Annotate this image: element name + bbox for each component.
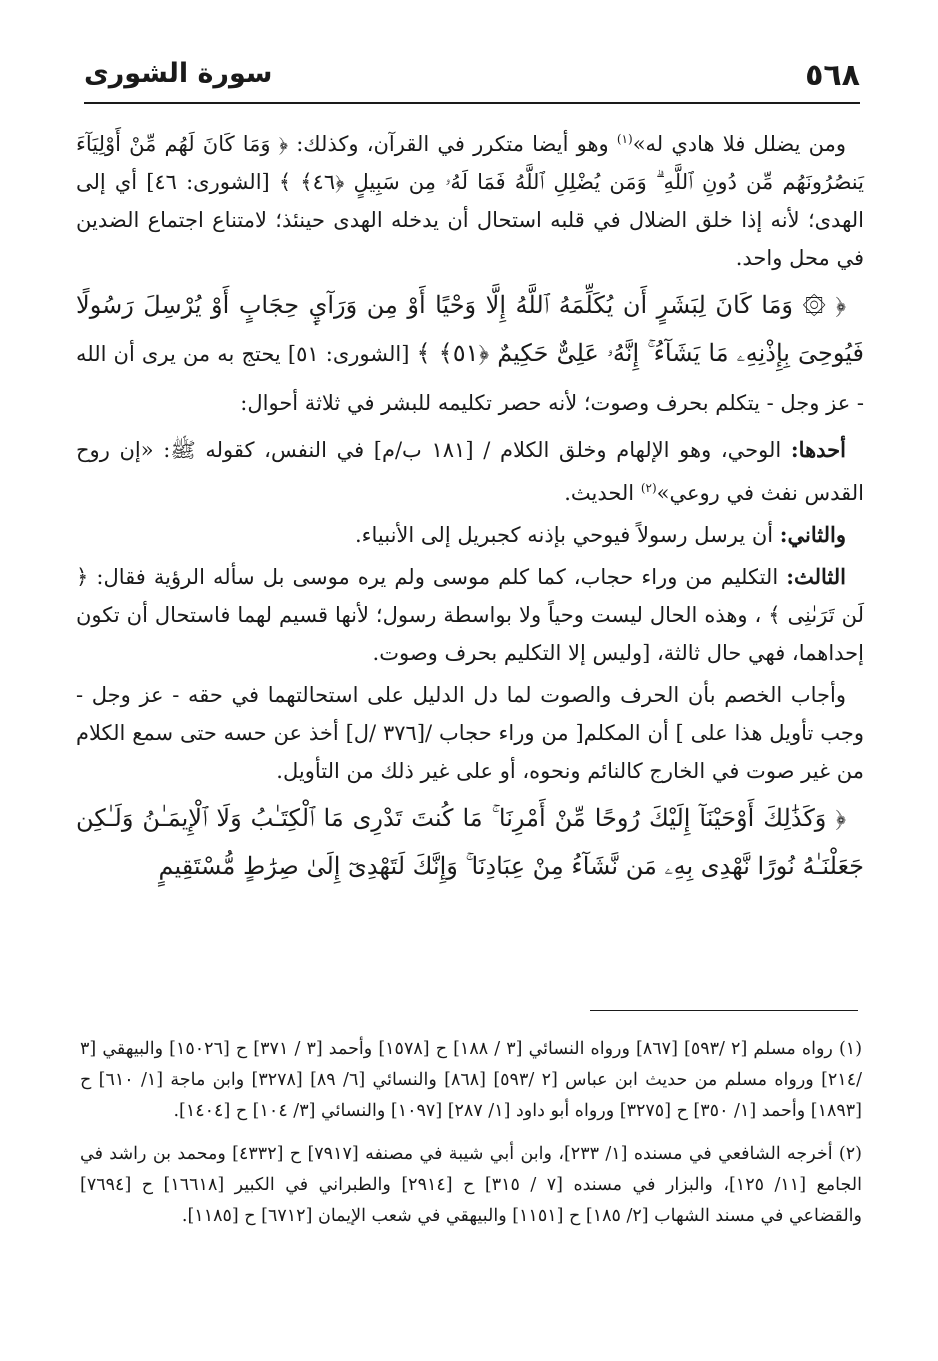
footnote-ref-2[interactable]: (٢) — [640, 481, 657, 495]
quote-text: ومن يضلل فلا هادي له» — [632, 132, 846, 156]
quran-verse: ﴿ وَكَذَٰلِكَ أَوْحَيْنَآ إِلَيْكَ رُوحًا مِّنْ أَمْرِنَا ۚ مَا كُنتَ تَدْرِى مَا ٱلْكِتَـٰبُ وَلَا ٱلْإِيمَـٰنُ وَلَـٰكِن جَعَلْنَـٰهُ نُورًا نَّهْدِى بِهِۦ مَن نَّشَآءُ مِنْ عِبَادِنَا ۚ وَإِنَّكَ لَتَهْدِىٓ إِلَىٰ صِرَٰطٍ مُّسْتَقِيمٍ — [76, 804, 864, 880]
page-number: ٥٦٨ — [805, 58, 860, 93]
paragraph-2 — [76, 281, 864, 427]
paragraph-3-text: الوحي، وهو الإلهام وخلق الكلام / [١٨١ ب/م] في النفس، كقوله ﷺ: «إن روح القدس نفث في روعي» — [76, 438, 864, 505]
paragraph-4 — [76, 516, 864, 554]
paragraph-1-text: وهو أيضا متكرر في القرآن، وكذلك: ﴿ وَمَا كَانَ لَهُم مِّنْ أَوْلِيَآءَ يَنصُرُونَهُم مِّن دُونِ ٱللَّهِ ۗ وَمَن يُضْلِلِ ٱللَّهُ فَمَا لَهُۥ مِن سَبِيلٍ ﴿٤٦﴾ ﴾ [الشورى: ٤٦] أي إلى الهدى؛ لأنه إذا خلق الضلال في قلبه استحال أن يدخله الهدى حينئذ؛ لامتناع اجتماع الضدين في محل واحد. — [76, 132, 864, 270]
page-header — [84, 52, 860, 104]
surah-title: سورة الشورى — [84, 58, 273, 89]
paragraph-5 — [76, 558, 864, 672]
paragraph-6-text: وأجاب الخصم بأن الحرف والصوت لما دل الدليل على استحالتهما في حقه - عز وجل - وجب تأويل هذا على ] أن المكلم[ من وراء حجاب /[٣٧٦ /ل] أخذ عن حسه حتى سمع الكلام من غير صوت في الخارج كالنائم ونحوه، أو على غير ذلك من التأويل. — [76, 683, 864, 783]
main-text — [76, 120, 864, 894]
lead-word: والثاني: — [779, 522, 846, 547]
footnote-ref-1[interactable]: (١) — [616, 132, 633, 146]
paragraph-3-end: الحديث. — [564, 481, 641, 505]
footnote-1: (١) رواه مسلم [٢ /٥٩٣] [٨٦٧] ورواه النسائي [٣ / ١٨٨] ح [١٥٧٨] وأحمد [٣ / ٣٧١] ح [١٥٠٢٦] والبيهقي [٣ /٢١٤] ورواه مسلم من حديث ابن عباس [٢ /٥٩٣] [٨٦٨] والنسائي [٦/ ٨٩] [٣٢٧٨] وابن ماجة [١/ ٦١٠] ح [١٨٩٣] وأحمد [١/ ٣٥٠] ح [٣٢٧٥] ورواه أبو داود [١/ ٢٨٧] [١٠٩٧] والنسائي [٣/ ١٠٤] ح [١٤٠٤]. — [80, 1039, 863, 1121]
paragraph-4-text: أن يرسل رسولاً فيوحي بإذنه كجبريل إلى الأنبياء. — [354, 523, 780, 547]
footnote-2: (٢) أخرجه الشافعي في مسنده [١/ ٢٣٣]، وابن أبي شيبة في مصنفه [٧٩١٧] ح [٤٣٣٢] ومحمد بن راشد في الجامع [١١/ ١٢٥]، والبزار في مسنده [٧ / ٣١٥] ح [٢٩١٤] والطبراني في الكبير [١٦٦١٨] ح [٧٦٩٤] والقضاعي في مسند الشهاب [٢/ ١٨٥] ح [١١٥١] والبيهقي في شعب الإيمان [٦٧١٢] ح [١١٨٥]. — [80, 1144, 862, 1226]
paragraph-1 — [76, 120, 864, 277]
lead-word: أحدها: — [790, 437, 846, 462]
paragraph-3 — [76, 431, 864, 512]
paragraph-2-text: [الشورى: ٥١] يحتج به من يرى أن الله - عز وجل - يتكلم بحرف وصوت؛ لأنه حصر تكليمه للبشر في ثلاثة أحوال: — [76, 342, 864, 415]
footnotes — [80, 1034, 862, 1244]
paragraph-6 — [76, 676, 864, 790]
footnote-divider — [590, 1010, 858, 1011]
paragraph-5-text: التكليم من وراء حجاب، كما كلم موسى ولم يره موسى بل سأله الرؤية فقال: ﴿ لَن تَرَىٰنِى ﴾ ، وهذه الحال ليست وحياً ولا بواسطة رسول؛ لأنها قسيم لهما فاستحال أن تكون إحداهما، فهي حال ثالثة، [وليس إلا التكليم بحرف وصوت. — [76, 565, 864, 665]
paragraph-7 — [76, 794, 864, 890]
lead-word: الثالث: — [786, 564, 846, 589]
quran-verse: ﴿ ۞ وَمَا كَانَ لِبَشَرٍ أَن يُكَلِّمَهُ ٱللَّهُ إِلَّا وَحْيًا أَوْ مِن وَرَآيِٕ حِجَابٍ أَوْ يُرْسِلَ رَسُولًا فَيُوحِىَ بِإِذْنِهِۦ مَا يَشَآءُ ۚ إِنَّهُۥ عَلِىٌّ حَكِيمٌ ﴿٥١﴾ ﴾ — [76, 291, 864, 367]
